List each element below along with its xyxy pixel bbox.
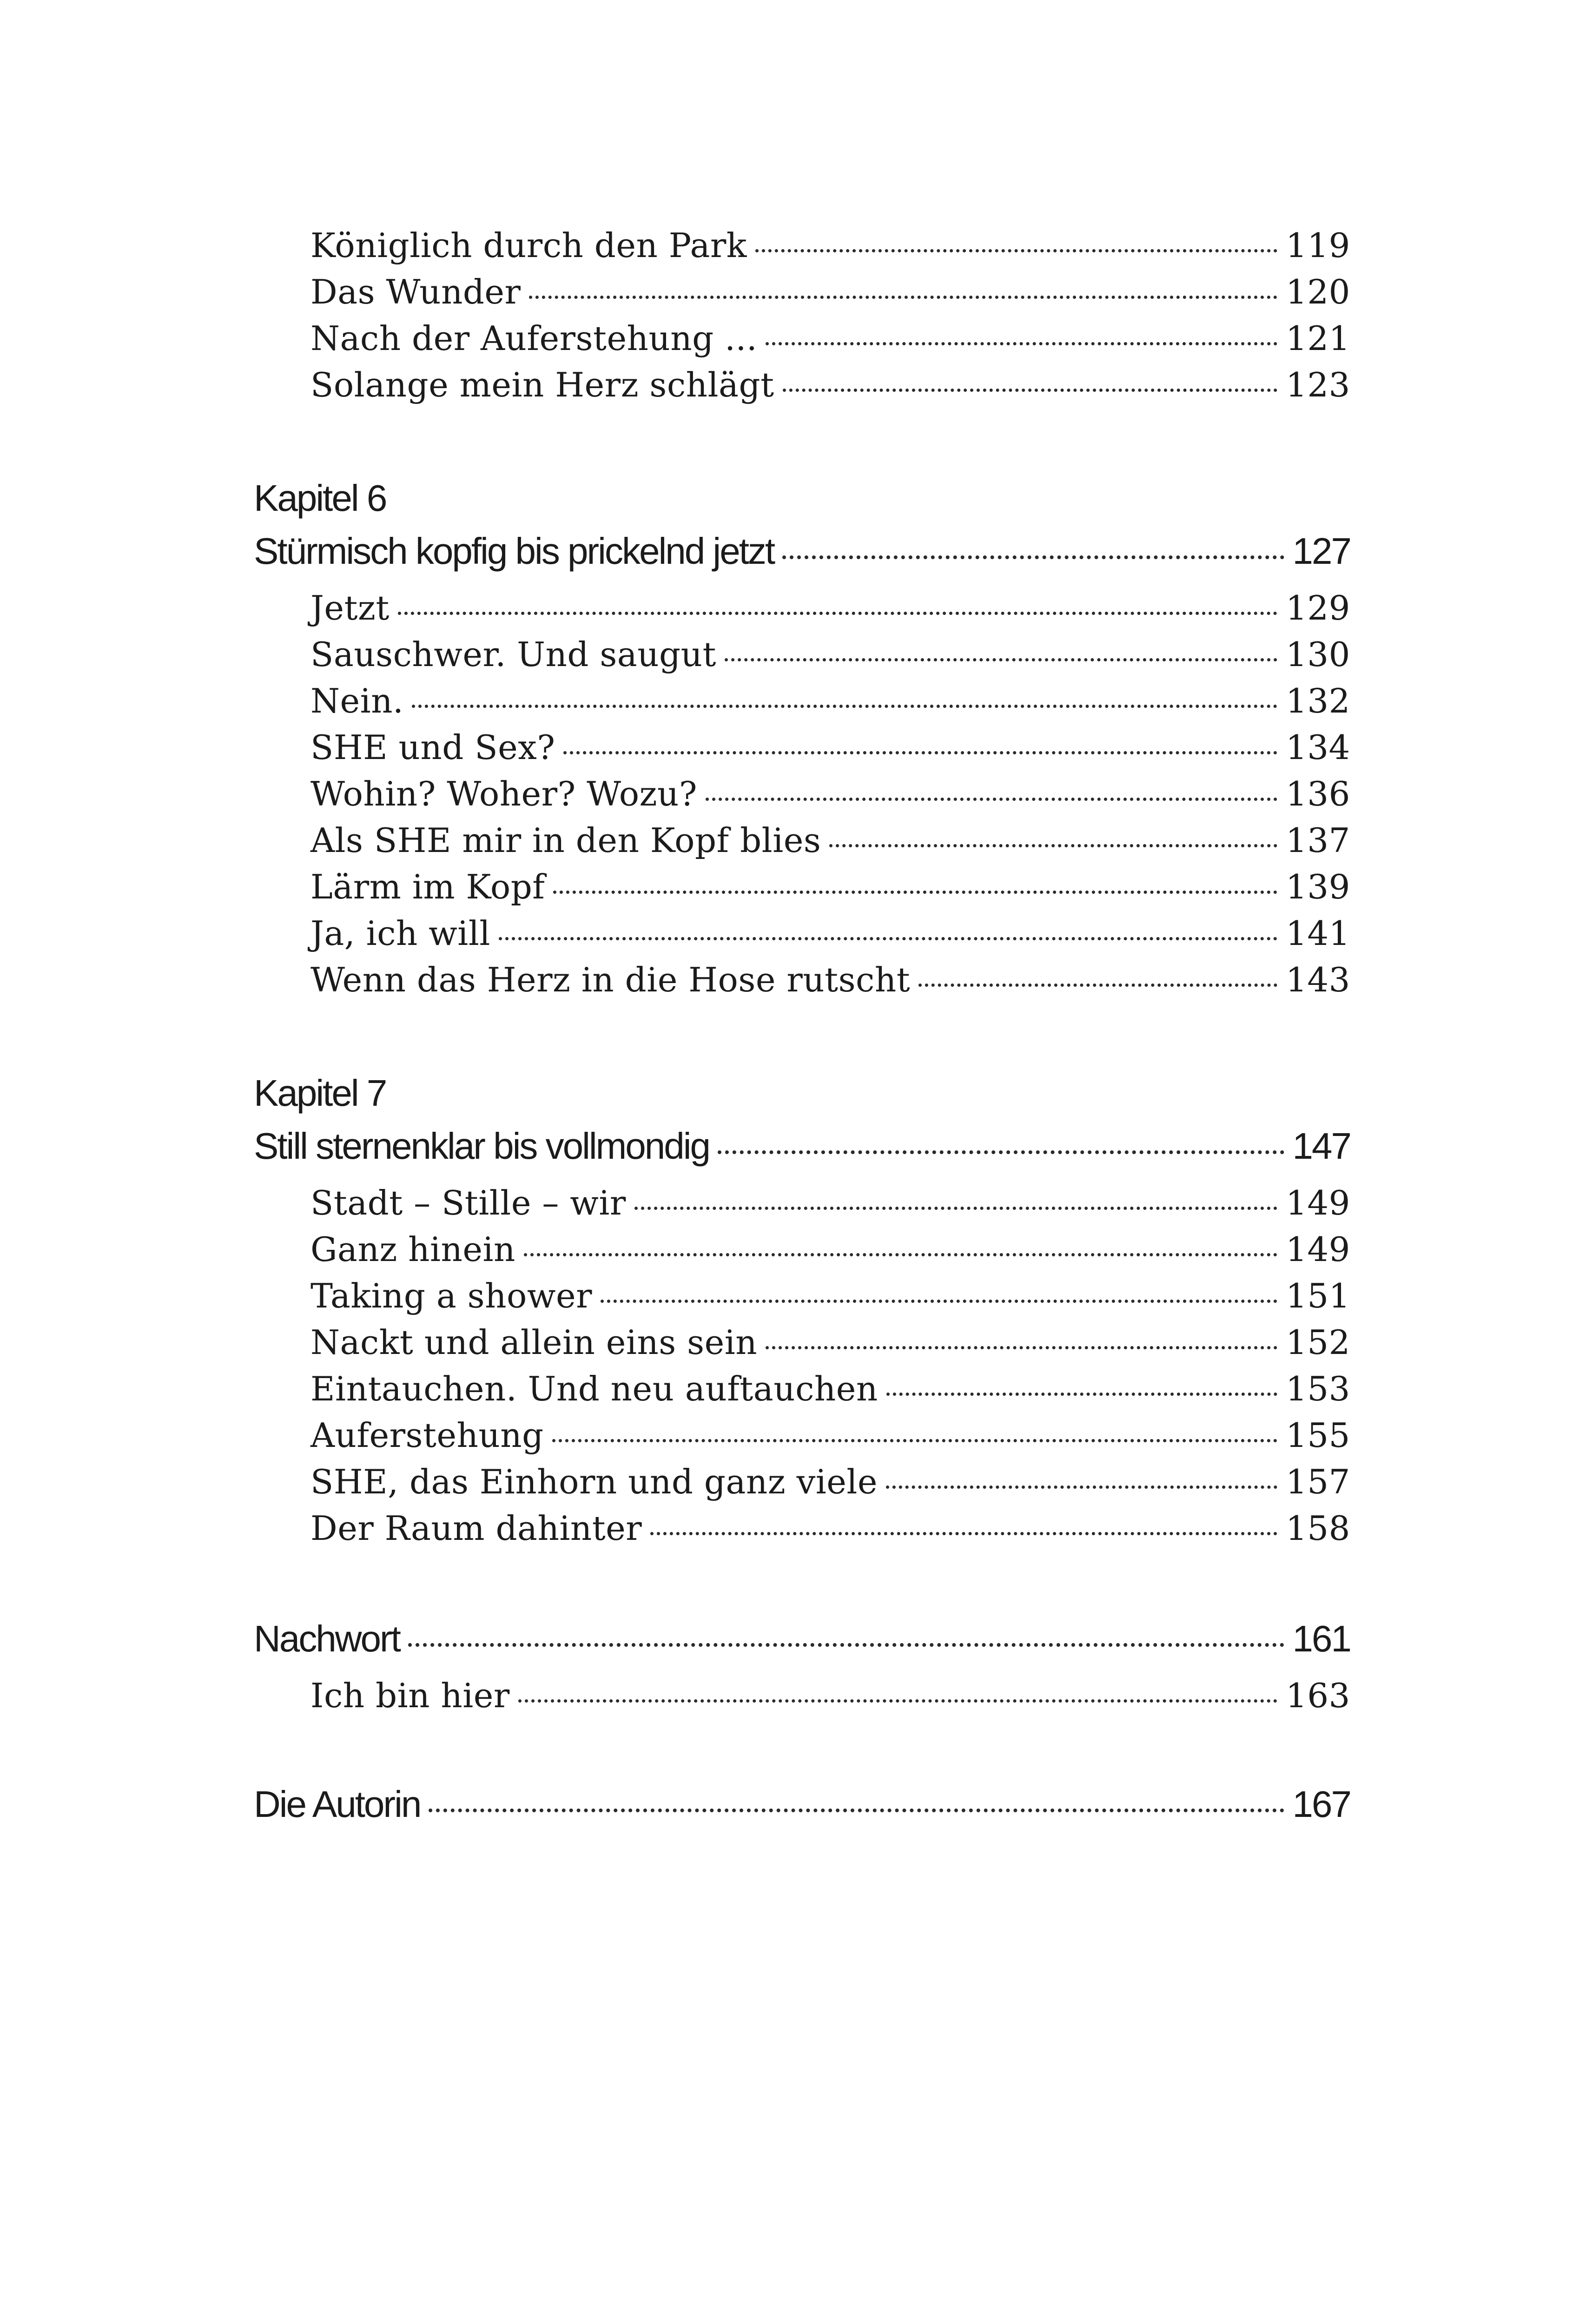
chapter-title: Still sternenklar bis vollmondig xyxy=(254,1125,710,1167)
dot-leader xyxy=(499,937,1277,940)
entry-page: 143 xyxy=(1286,960,1350,999)
entry-title: Königlich durch den Park xyxy=(310,226,747,265)
entry-page: 153 xyxy=(1286,1369,1350,1408)
dot-leader xyxy=(650,1532,1277,1535)
toc-entry xyxy=(310,681,1350,720)
dot-leader xyxy=(398,612,1277,615)
entry-page: 119 xyxy=(1286,226,1350,265)
toc-entry xyxy=(310,821,1350,860)
entry-title: Solange mein Herz schlägt xyxy=(310,365,774,404)
dot-leader xyxy=(725,658,1277,661)
dot-leader xyxy=(601,1300,1277,1303)
entry-title: Stadt – Stille – wir xyxy=(310,1183,626,1222)
toc-entry xyxy=(310,1276,1350,1315)
entry-title: Jetzt xyxy=(310,588,390,627)
entry-title: Nein. xyxy=(310,681,404,720)
entry-title: SHE, das Einhorn und ganz viele xyxy=(310,1462,878,1501)
dot-leader xyxy=(529,296,1277,299)
entry-title: Das Wunder xyxy=(310,272,521,311)
autorin-title: Die Autorin xyxy=(254,1783,421,1825)
entry-page: 137 xyxy=(1286,821,1350,860)
entry-title: Taking a shower xyxy=(310,1276,592,1315)
entry-title: Nackt und allein eins sein xyxy=(310,1323,758,1362)
toc-entry xyxy=(310,1509,1350,1548)
chapter-title-line xyxy=(254,1125,1350,1168)
entry-title: Ganz hinein xyxy=(310,1230,515,1269)
dot-leader xyxy=(718,1150,1284,1154)
dot-leader xyxy=(412,705,1277,708)
entry-page: 120 xyxy=(1286,272,1350,311)
dot-leader xyxy=(706,798,1277,801)
entry-title: Sauschwer. Und saugut xyxy=(310,635,716,674)
dot-leader xyxy=(766,342,1277,345)
dot-leader xyxy=(886,1486,1277,1489)
toc-entry xyxy=(310,1369,1350,1408)
toc-entry xyxy=(310,272,1350,311)
autorin-title-line xyxy=(254,1783,1350,1826)
toc-entry xyxy=(310,960,1350,999)
entry-title: Eintauchen. Und neu auftauchen xyxy=(310,1369,878,1408)
entry-page: 139 xyxy=(1286,867,1350,906)
entry-page: 151 xyxy=(1286,1276,1350,1315)
entry-page: 129 xyxy=(1286,588,1350,627)
toc-entry xyxy=(310,1462,1350,1501)
dot-leader xyxy=(766,1346,1277,1349)
dot-leader xyxy=(553,891,1277,894)
entry-page: 141 xyxy=(1286,914,1350,953)
toc-entry xyxy=(310,774,1350,813)
nachwort-title-line xyxy=(254,1618,1350,1660)
entry-title: SHE und Sex? xyxy=(310,728,555,767)
dot-leader xyxy=(634,1207,1277,1210)
chapter-title: Stürmisch kopfig bis prickelnd jetzt xyxy=(254,530,774,572)
entry-title: Wenn das Herz in die Hose rutscht xyxy=(310,960,911,999)
entry-page: 132 xyxy=(1286,681,1350,720)
toc-entry xyxy=(310,365,1350,404)
entry-title: Nach der Auferstehung ... xyxy=(310,319,758,358)
dot-leader xyxy=(518,1699,1277,1703)
toc-entry xyxy=(310,867,1350,906)
entry-page: 158 xyxy=(1286,1509,1350,1548)
chapter-label: Kapitel 7 xyxy=(254,1072,386,1114)
entry-title: Als SHE mir in den Kopf blies xyxy=(310,821,821,860)
entry-title: Wohin? Woher? Wozu? xyxy=(310,774,697,813)
toc-entry xyxy=(310,1416,1350,1455)
toc-entry xyxy=(310,588,1350,627)
dot-leader xyxy=(429,1809,1284,1812)
dot-leader xyxy=(783,389,1278,392)
entry-page: 134 xyxy=(1286,728,1350,767)
nachwort-title: Nachwort xyxy=(254,1618,400,1659)
dot-leader xyxy=(408,1643,1284,1647)
entry-page: 157 xyxy=(1286,1462,1350,1501)
toc-entry xyxy=(310,914,1350,953)
entry-title: Lärm im Kopf xyxy=(310,867,545,906)
dot-leader xyxy=(755,249,1277,252)
toc-entry xyxy=(310,1230,1350,1269)
chapter-title-line xyxy=(254,530,1350,573)
dot-leader xyxy=(829,844,1277,847)
entry-page: 136 xyxy=(1286,774,1350,813)
entry-page: 155 xyxy=(1286,1416,1350,1455)
dot-leader xyxy=(563,751,1277,754)
entry-page: 121 xyxy=(1286,319,1350,358)
chapter-label: Kapitel 6 xyxy=(254,477,386,519)
toc-entry xyxy=(310,1323,1350,1362)
toc-entry xyxy=(310,635,1350,674)
chapter-page: 147 xyxy=(1292,1125,1350,1167)
toc-entry xyxy=(310,1676,1350,1715)
entry-page: 123 xyxy=(1286,365,1350,404)
dot-leader xyxy=(524,1253,1277,1256)
dot-leader xyxy=(782,555,1284,559)
toc-entry xyxy=(310,728,1350,767)
dot-leader xyxy=(886,1393,1277,1396)
dot-leader xyxy=(552,1439,1277,1442)
entry-page: 163 xyxy=(1286,1676,1350,1715)
autorin-page: 167 xyxy=(1292,1783,1350,1825)
entry-page: 149 xyxy=(1286,1230,1350,1269)
toc-entry xyxy=(310,1183,1350,1222)
entry-page: 130 xyxy=(1286,635,1350,674)
entry-page: 152 xyxy=(1286,1323,1350,1362)
toc-entry xyxy=(310,226,1350,265)
dot-leader xyxy=(918,984,1277,987)
entry-title: Der Raum dahinter xyxy=(310,1509,642,1548)
entry-title: Auferstehung xyxy=(310,1416,544,1455)
entry-title: Ja, ich will xyxy=(310,914,490,953)
chapter-page: 127 xyxy=(1292,530,1350,572)
toc-entry xyxy=(310,319,1350,358)
entry-page: 149 xyxy=(1286,1183,1350,1222)
nachwort-page: 161 xyxy=(1292,1618,1350,1659)
entry-title: Ich bin hier xyxy=(310,1676,510,1715)
